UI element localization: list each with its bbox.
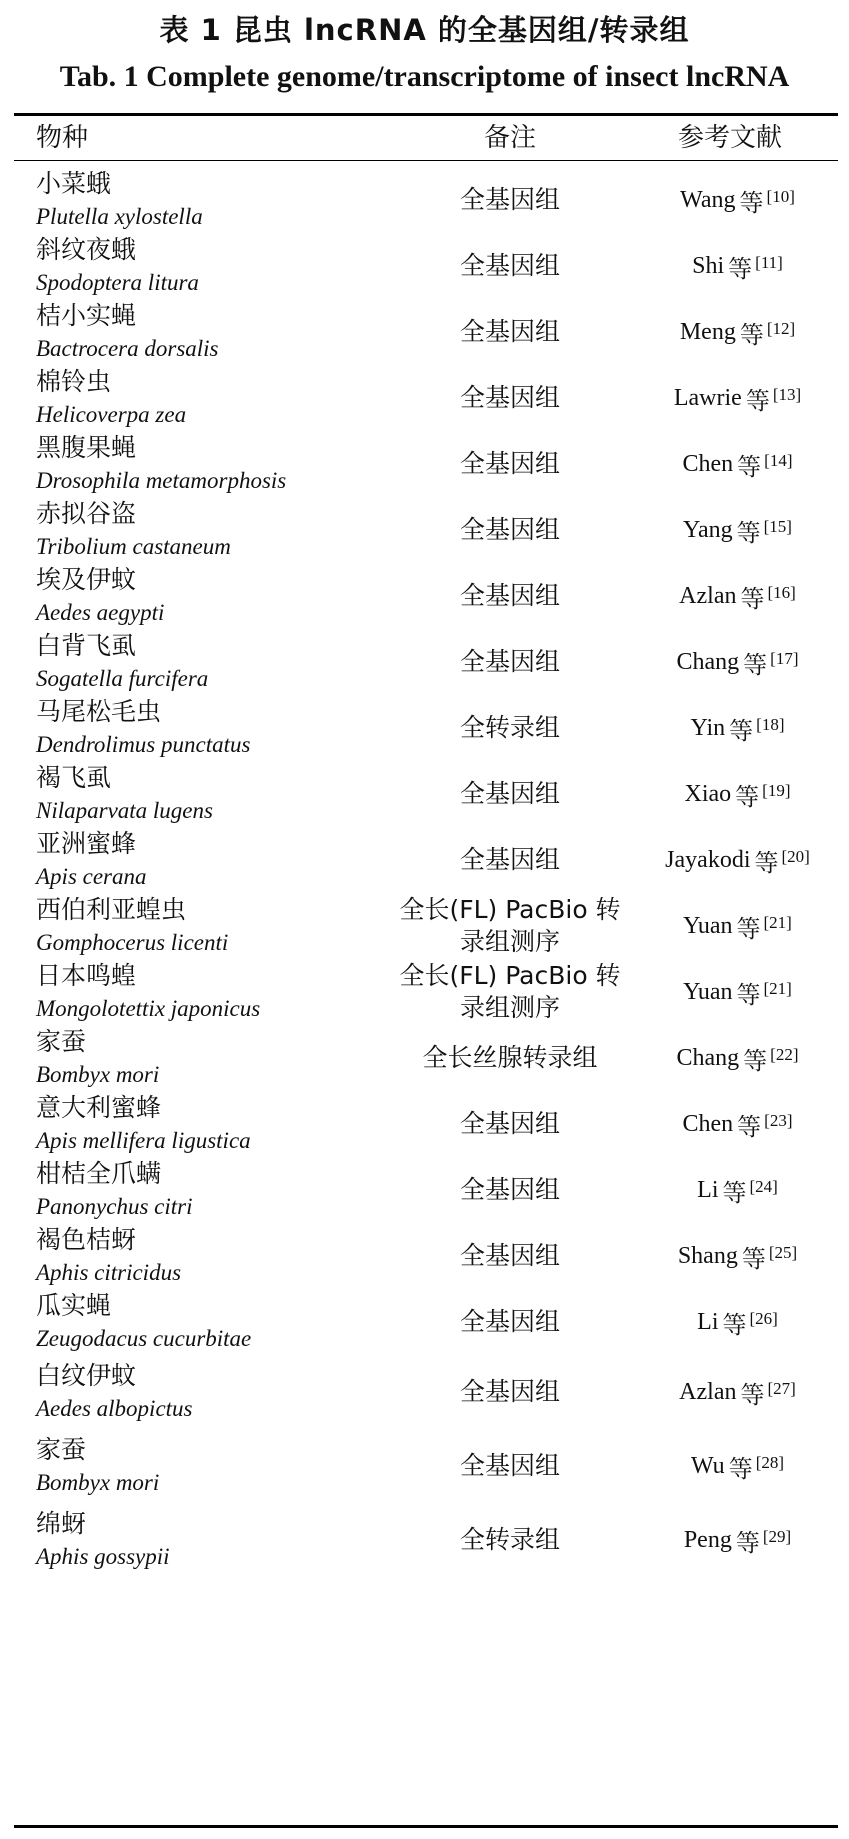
reference-cell — [625, 1024, 849, 1092]
reference-author: Chen — [682, 450, 734, 477]
note-cell: 全基因组 — [459, 779, 560, 808]
reference-citation: [17] — [770, 649, 799, 668]
species-chinese-name: 柑桔全爪螨 — [36, 1159, 162, 1188]
reference-citation: [22] — [770, 1045, 799, 1064]
reference-cell — [625, 430, 849, 498]
note-cell: 全转录组 — [459, 1525, 560, 1554]
reference-cell — [625, 562, 849, 630]
reference-etal: 等 — [736, 914, 761, 943]
reference-citation: [28] — [755, 1453, 785, 1472]
reference-etal: 等 — [736, 518, 761, 547]
table-row — [0, 1432, 849, 1510]
reference-author: Lawrie — [673, 384, 742, 411]
reference-etal: 等 — [741, 1244, 766, 1273]
species-chinese-name: 褐飞虱 — [36, 763, 112, 792]
reference-etal: 等 — [745, 386, 770, 415]
note-cell: 全基因组 — [459, 251, 560, 280]
species-chinese-name: 白背飞虱 — [36, 631, 137, 660]
table-title-english: Tab. 1 Complete genome/transcriptome of insect lncRNA — [59, 60, 790, 93]
species-chinese-name: 家蚕 — [36, 1435, 87, 1464]
reference-cell — [625, 1156, 849, 1224]
reference-etal: 等 — [729, 716, 754, 745]
species-scientific-name: Helicoverpa zea — [36, 402, 187, 427]
reference-etal: 等 — [737, 1112, 762, 1141]
species-scientific-name: Zeugodacus cucurbitae — [36, 1326, 252, 1351]
note-cell: 全基因组 — [459, 1241, 560, 1270]
reference-cell — [625, 958, 849, 1026]
species-scientific-name: Bactrocera dorsalis — [36, 336, 219, 361]
reference-etal: 等 — [735, 782, 760, 811]
reference-author: Li — [697, 1176, 719, 1203]
species-scientific-name: Spodoptera litura — [36, 270, 199, 295]
reference-etal: 等 — [728, 1454, 753, 1483]
reference-citation: [10] — [766, 187, 795, 206]
reference-etal: 等 — [722, 1178, 747, 1207]
reference-cell — [625, 166, 849, 234]
species-chinese-name: 黑腹果蝇 — [36, 433, 137, 462]
reference-author: Shi — [692, 252, 725, 279]
reference-author: Yuan — [683, 912, 733, 939]
reference-author: Wang — [680, 186, 736, 213]
reference-citation: [14] — [764, 451, 793, 470]
reference-citation: [13] — [772, 385, 802, 404]
header-rule — [14, 160, 838, 161]
table-row — [0, 1358, 849, 1436]
species-chinese-name: 西伯利亚蝗虫 — [36, 895, 187, 924]
species-scientific-name: Mongolotettix japonicus — [36, 996, 261, 1021]
species-chinese-name: 意大利蜜蜂 — [36, 1093, 162, 1122]
note-cell: 全基因组 — [459, 185, 560, 214]
species-chinese-name: 白纹伊蚊 — [36, 1361, 137, 1390]
reference-etal: 等 — [740, 1380, 765, 1409]
note-cell: 全基因组 — [459, 515, 560, 544]
species-scientific-name: Bombyx mori — [36, 1062, 160, 1087]
note-cell: 全基因组 — [459, 449, 560, 478]
bottom-rule — [14, 1825, 838, 1828]
species-chinese-name: 家蚕 — [36, 1027, 87, 1056]
note-cell: 全基因组 — [459, 1307, 560, 1336]
top-rule — [14, 113, 838, 116]
reference-cell — [625, 496, 849, 564]
note-cell: 全基因组 — [459, 845, 560, 874]
note-cell: 全基因组 — [459, 647, 560, 676]
reference-cell — [625, 1506, 849, 1574]
reference-citation: [23] — [764, 1111, 793, 1130]
reference-author: Yang — [683, 516, 733, 543]
reference-etal: 等 — [722, 1310, 747, 1339]
reference-citation: [20] — [781, 847, 810, 866]
note-cell: 全基因组 — [459, 1109, 560, 1138]
reference-etal: 等 — [737, 452, 762, 481]
note-cell: 全长丝腺转录组 — [422, 1043, 598, 1072]
reference-citation: [15] — [763, 517, 792, 536]
species-chinese-name: 桔小实蝇 — [36, 301, 137, 330]
header-reference: 参考文献 — [677, 123, 782, 153]
reference-citation: [29] — [762, 1527, 792, 1546]
reference-citation: [12] — [766, 319, 796, 338]
reference-cell — [625, 1432, 849, 1500]
species-chinese-name: 棉铃虫 — [36, 367, 112, 396]
reference-author: Yin — [690, 714, 726, 741]
reference-etal: 等 — [739, 320, 764, 349]
reference-citation: [21] — [763, 979, 792, 998]
note-cell: 全基因组 — [459, 383, 560, 412]
reference-author: Azlan — [679, 582, 737, 609]
species-scientific-name: Sogatella furcifera — [36, 666, 209, 691]
note-cell: 全长(FL) PacBio 转录组测序 — [399, 895, 621, 956]
species-scientific-name: Dendrolimus punctatus — [36, 732, 251, 757]
reference-citation: [16] — [767, 583, 796, 602]
species-chinese-name: 日本鸣蝗 — [36, 961, 137, 990]
reference-cell — [625, 1358, 849, 1426]
reference-author: Peng — [683, 1526, 732, 1553]
note-cell: 全基因组 — [459, 1377, 560, 1406]
species-scientific-name: Aphis gossypii — [36, 1544, 170, 1569]
note-cell: 全基因组 — [459, 1175, 560, 1204]
species-scientific-name: Panonychus citri — [36, 1194, 193, 1219]
reference-etal: 等 — [740, 584, 765, 613]
note-cell: 全基因组 — [459, 1451, 560, 1480]
reference-author: Jayakodi — [665, 846, 751, 873]
reference-cell — [625, 892, 849, 960]
species-scientific-name: Apis cerana — [36, 864, 147, 889]
reference-author: Chang — [676, 648, 740, 675]
reference-etal: 等 — [754, 848, 779, 877]
species-scientific-name: Bombyx mori — [36, 1470, 160, 1495]
reference-author: Yuan — [683, 978, 733, 1005]
species-scientific-name: Tribolium castaneum — [36, 534, 231, 559]
species-chinese-name: 赤拟谷盗 — [36, 499, 137, 528]
reference-cell — [625, 1288, 849, 1356]
reference-author: Shang — [677, 1242, 738, 1269]
reference-etal: 等 — [743, 1046, 768, 1075]
reference-cell — [625, 364, 849, 432]
species-scientific-name: Aedes aegypti — [36, 600, 165, 625]
reference-author: Chang — [676, 1044, 740, 1071]
reference-etal: 等 — [743, 650, 768, 679]
reference-author: Wu — [690, 1452, 725, 1479]
reference-cell — [625, 628, 849, 696]
reference-cell — [625, 298, 849, 366]
reference-citation: [27] — [767, 1379, 796, 1398]
reference-author: Chen — [682, 1110, 734, 1137]
reference-cell — [625, 826, 849, 894]
reference-author: Azlan — [679, 1378, 737, 1405]
species-scientific-name: Gomphocerus licenti — [36, 930, 229, 955]
reference-etal: 等 — [739, 188, 764, 217]
reference-citation: [18] — [756, 715, 785, 734]
reference-etal: 等 — [735, 1528, 760, 1557]
header-note: 备注 — [483, 123, 536, 153]
species-chinese-name: 亚洲蜜蜂 — [36, 829, 137, 858]
species-chinese-name: 马尾松毛虫 — [36, 697, 162, 726]
species-chinese-name: 绵蚜 — [36, 1509, 87, 1538]
reference-cell — [625, 760, 849, 828]
species-chinese-name: 埃及伊蚊 — [36, 565, 137, 594]
reference-cell — [625, 232, 849, 300]
species-scientific-name: Plutella xylostella — [36, 204, 203, 229]
species-chinese-name: 斜纹夜蛾 — [36, 235, 137, 264]
table-row — [0, 1506, 849, 1584]
reference-cell — [625, 1090, 849, 1158]
species-scientific-name: Nilaparvata lugens — [36, 798, 213, 823]
species-scientific-name: Aedes albopictus — [36, 1396, 193, 1421]
reference-citation: [24] — [749, 1177, 778, 1196]
reference-citation: [26] — [749, 1309, 778, 1328]
reference-cell — [625, 694, 849, 762]
reference-citation: [21] — [763, 913, 792, 932]
reference-cell — [625, 1222, 849, 1290]
table-title-chinese: 表 1 昆虫 lncRNA 的全基因组/转录组 — [159, 13, 690, 47]
reference-citation: [11] — [755, 253, 783, 272]
species-chinese-name: 褐色桔蚜 — [36, 1225, 137, 1254]
header-species: 物种 — [36, 123, 89, 153]
reference-citation: [19] — [762, 781, 791, 800]
species-chinese-name: 小菜蛾 — [36, 169, 112, 198]
reference-etal: 等 — [736, 980, 761, 1009]
species-scientific-name: Apis mellifera ligustica — [36, 1128, 251, 1153]
reference-author: Xiao — [684, 780, 732, 807]
reference-etal: 等 — [728, 254, 753, 283]
reference-citation: [25] — [768, 1243, 798, 1262]
note-cell: 全转录组 — [459, 713, 560, 742]
note-cell: 全长(FL) PacBio 转录组测序 — [399, 961, 621, 1022]
species-scientific-name: Drosophila metamorphosis — [36, 468, 287, 493]
table-row — [0, 1288, 849, 1366]
reference-author: Meng — [679, 318, 736, 345]
note-cell: 全基因组 — [459, 317, 560, 346]
reference-author: Li — [697, 1308, 719, 1335]
species-chinese-name: 瓜实蝇 — [36, 1291, 112, 1320]
note-cell: 全基因组 — [459, 581, 560, 610]
species-scientific-name: Aphis citricidus — [36, 1260, 182, 1285]
